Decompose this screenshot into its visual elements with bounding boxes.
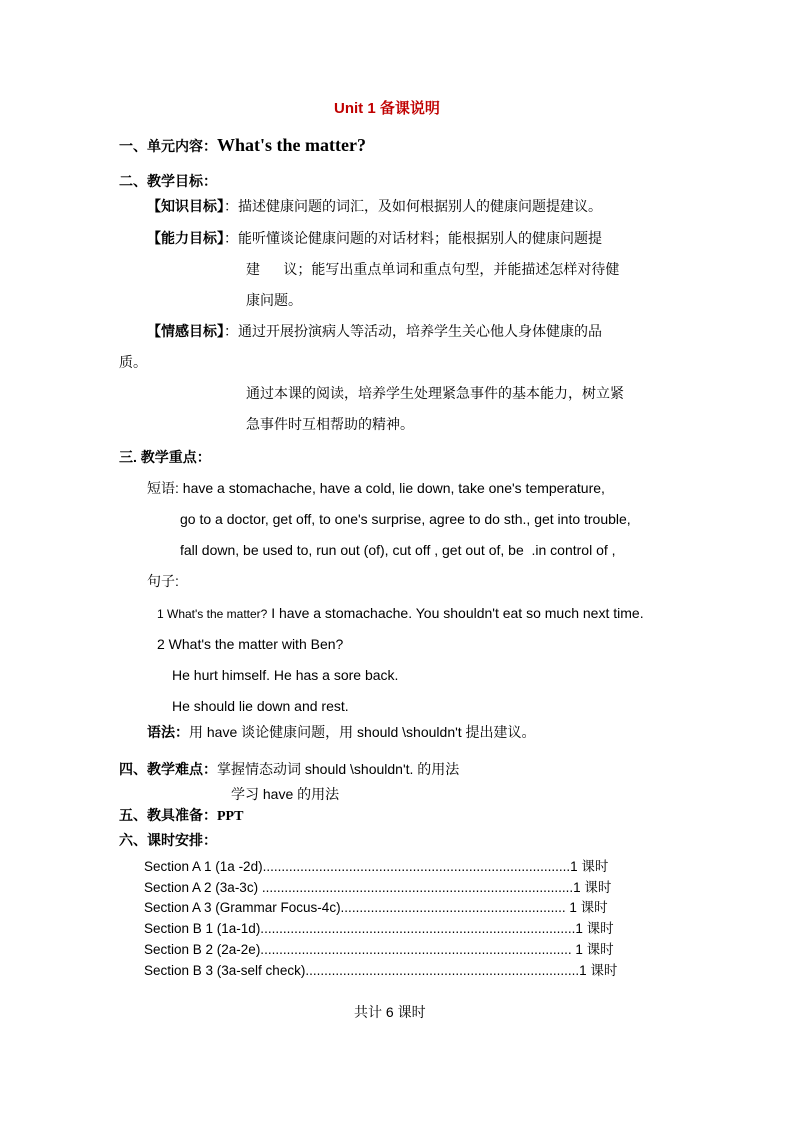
knowledge-objective-label: 【知识目标】 [147, 198, 224, 214]
emotion-objective [147, 322, 602, 340]
emotion-objective-line3: 通过本课的阅读，培养学生处理紧急事件的基本能力，树立紧 [246, 385, 624, 401]
equipment-value: PPT [217, 809, 244, 824]
emotion-objective-line4: 急事件时互相帮助的精神。 [246, 416, 414, 432]
ability-objective-line2: 建 议；能写出重点单词和重点句型，并能描述怎样对待健 [246, 261, 620, 277]
ability-objective-line3: 康问题。 [246, 292, 302, 308]
emotion-objective-line2: 质。 [119, 354, 147, 370]
schedule-row: Section A 3 (Grammar Focus-4c)............................................................ 1 课时 [144, 900, 608, 915]
emotion-objective-label: 【情感目标】 [147, 323, 224, 339]
sentence-3: He hurt himself. He has a sore back. [172, 667, 399, 683]
sentence-1-rest: I have a stomachache. You shouldn't eat so much next time. [267, 605, 644, 621]
knowledge-objective-text: ：描述健康问题的词汇，及如何根据别人的健康问题提建议。 [224, 198, 602, 214]
equipment-label: 五、教具准备： [119, 807, 217, 823]
objectives-heading: 二、教学目标： [119, 173, 217, 189]
document-title: Unit 1 备课说明 [334, 100, 440, 117]
sentences-label: 句子: [147, 573, 179, 589]
phrases-line3: fall down, be used to, run out (of), cut off , get out of, be .in control of , [180, 542, 616, 558]
schedule-row: Section A 1 (1a -2d)..................................................................................1 课时 [144, 859, 609, 874]
grammar-text: 用 have 谈论健康问题，用 should \shouldn't 提出建议。 [189, 724, 536, 740]
sentence-1 [157, 604, 644, 623]
phrases-line1: 短语: have a stomachache, have a cold, lie down, take one's temperature, [147, 480, 605, 496]
ability-objective-line1: ：能听懂谈论健康问题的对话材料；能根据别人的健康问题提 [224, 230, 602, 246]
unit-content-line [119, 136, 366, 155]
sentence-2: 2 What's the matter with Ben? [157, 636, 344, 652]
schedule-row: Section A 2 (3a-3c) ...................................................................................1 课时 [144, 880, 612, 895]
ability-objective-label: 【能力目标】 [147, 230, 224, 246]
grammar-line [147, 723, 536, 741]
phrases-line2: go to a doctor, get off, to one's surprise, agree to do sth., get into trouble, [180, 511, 631, 527]
difficulties-line1: 掌握情态动词 should \shouldn't. 的用法 [217, 761, 460, 777]
knowledge-objective [147, 197, 602, 215]
equipment-line [119, 806, 243, 826]
difficulties-line [119, 760, 459, 778]
emotion-objective-line1: ：通过开展扮演病人等活动，培养学生关心他人身体健康的品 [224, 323, 602, 339]
schedule-total: 共计 6 课时 [354, 1004, 426, 1020]
difficulties-line2: 学习 have 的用法 [231, 786, 340, 802]
key-points-heading: 三. 教学重点： [119, 449, 211, 465]
difficulties-label: 四、教学难点： [119, 761, 217, 777]
schedule-row: Section B 1 (1a-1d)....................................................................................1 课时 [144, 921, 614, 936]
unit-content-label: 一、单元内容： [119, 138, 217, 154]
ability-objective [147, 229, 602, 247]
schedule-row: Section B 2 (2a-2e)................................................................................... 1 课时 [144, 942, 614, 957]
sentence-1-prefix: 1 What's the matter? [157, 607, 268, 621]
unit-content-value: What's the matter? [217, 135, 366, 155]
schedule-row: Section B 3 (3a-self check).........................................................................1 课时 [144, 963, 618, 978]
grammar-label: 语法： [147, 724, 189, 740]
schedule-heading: 六、课时安排： [119, 832, 217, 848]
sentence-4: He should lie down and rest. [172, 698, 349, 714]
